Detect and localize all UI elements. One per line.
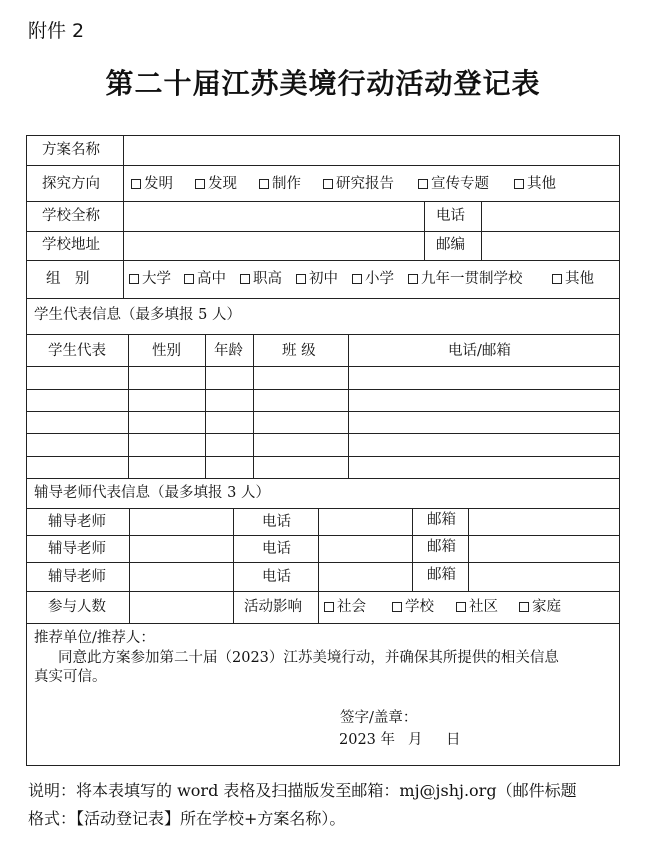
student-row[interactable] <box>27 390 619 411</box>
teacher-phone-label: 电话 <box>262 514 291 530</box>
teacher-name-field[interactable] <box>130 509 233 535</box>
student-header-gender: 性别 <box>152 343 181 359</box>
date-month: 月 <box>408 732 423 748</box>
option-label: 初中 <box>309 271 338 287</box>
option-label: 家庭 <box>532 599 561 615</box>
students-section-title: 学生代表信息（最多填报 5 人） <box>34 307 241 323</box>
date-day: 日 <box>446 732 461 748</box>
student-header-class: 班 级 <box>282 343 316 359</box>
checkbox-icon <box>514 179 524 189</box>
footer-note-line2: 格式：【活动登记表】所在学校+方案名称）。 <box>28 809 346 828</box>
option-label: 制作 <box>272 176 301 192</box>
student-row[interactable] <box>27 434 619 456</box>
table-border-bottom <box>26 765 620 766</box>
postcode-label: 邮编 <box>436 237 465 253</box>
checkbox-icon <box>519 602 529 612</box>
impact-option-society[interactable] <box>324 600 366 615</box>
checkbox-icon <box>324 602 334 612</box>
student-header-name: 学生代表 <box>48 343 106 359</box>
footer-note-line1: 说明：将本表填写的 word 表格及扫描版发至邮箱：mj@jshj.org（邮件标题 <box>28 781 577 800</box>
group-label: 组 别 <box>46 271 90 287</box>
col-line <box>412 508 413 591</box>
col-line <box>424 201 425 260</box>
row-line <box>26 260 620 261</box>
checkbox-icon <box>408 274 418 284</box>
group-option-nine-year[interactable] <box>408 272 523 287</box>
checkbox-icon <box>392 602 402 612</box>
option-label: 其他 <box>565 271 594 287</box>
school-phone-field[interactable] <box>482 202 619 231</box>
teacher-phone-field[interactable] <box>319 509 412 535</box>
group-option-university[interactable] <box>129 272 171 287</box>
teacher-label: 辅导老师 <box>48 541 106 557</box>
direction-option-making[interactable] <box>259 177 301 192</box>
group-option-junior-high[interactable] <box>296 272 338 287</box>
teacher-email-label: 邮箱 <box>427 567 456 583</box>
row-line <box>26 591 620 592</box>
option-label: 宣传专题 <box>431 176 489 192</box>
teacher-email-field[interactable] <box>469 509 619 535</box>
option-label: 小学 <box>365 271 394 287</box>
school-name-label: 学校全称 <box>42 208 100 224</box>
teacher-phone-label: 电话 <box>262 541 291 557</box>
student-row[interactable] <box>27 412 619 433</box>
group-option-other[interactable] <box>552 272 594 287</box>
row-line <box>26 334 620 335</box>
table-border-right <box>619 135 620 766</box>
impact-label: 活动影响 <box>244 599 302 615</box>
option-label: 九年一贯制学校 <box>421 271 523 287</box>
checkbox-icon <box>259 179 269 189</box>
signature-label: 签字/盖章： <box>340 710 418 726</box>
teachers-section-title: 辅导老师代表信息（最多填报 3 人） <box>34 485 270 501</box>
direction-option-discovery[interactable] <box>195 177 237 192</box>
student-header-contact: 电话/邮箱 <box>448 343 511 359</box>
checkbox-icon <box>552 274 562 284</box>
recommend-label: 推荐单位/推荐人： <box>34 630 155 646</box>
teacher-email-label: 邮箱 <box>427 512 456 528</box>
option-label: 职高 <box>253 271 282 287</box>
teacher-email-label: 邮箱 <box>427 539 456 555</box>
checkbox-icon <box>240 274 250 284</box>
row-line <box>26 298 620 299</box>
checkbox-icon <box>352 274 362 284</box>
direction-option-research-report[interactable] <box>323 177 394 192</box>
participants-label: 参与人数 <box>48 599 106 615</box>
checkbox-icon <box>129 274 139 284</box>
school-address-label: 学校地址 <box>42 237 100 253</box>
row-line <box>26 623 620 624</box>
option-label: 大学 <box>142 271 171 287</box>
student-row[interactable] <box>27 367 619 389</box>
checkbox-icon <box>184 274 194 284</box>
teacher-label: 辅导老师 <box>48 514 106 530</box>
option-label: 社会 <box>337 599 366 615</box>
row-line <box>26 165 620 166</box>
option-label: 研究报告 <box>336 176 394 192</box>
plan-name-field[interactable] <box>124 136 619 165</box>
group-option-vocational[interactable] <box>240 272 282 287</box>
impact-option-community[interactable] <box>456 600 498 615</box>
teacher-phone-label: 电话 <box>262 569 291 585</box>
form-title: 第二十届江苏美境行动活动登记表 <box>105 67 541 100</box>
impact-option-family[interactable] <box>519 600 561 615</box>
school-name-field[interactable] <box>124 202 424 231</box>
impact-option-school[interactable] <box>392 600 434 615</box>
option-label: 学校 <box>405 599 434 615</box>
direction-label: 探究方向 <box>42 176 100 192</box>
row-line <box>26 478 620 479</box>
recommend-text-line2: 真实可信。 <box>34 669 107 685</box>
direction-option-invention[interactable] <box>131 177 173 192</box>
option-label: 社区 <box>469 599 498 615</box>
student-header-age: 年龄 <box>214 343 243 359</box>
row-line <box>26 562 620 563</box>
option-label: 其他 <box>527 176 556 192</box>
postcode-field[interactable] <box>482 232 619 260</box>
direction-option-other[interactable] <box>514 177 556 192</box>
direction-option-promotion[interactable] <box>418 177 489 192</box>
teacher-label: 辅导老师 <box>48 569 106 585</box>
checkbox-icon <box>131 179 141 189</box>
checkbox-icon <box>195 179 205 189</box>
col-line <box>233 508 234 623</box>
attachment-label: 附件 2 <box>28 20 85 42</box>
checkbox-icon <box>323 179 333 189</box>
checkbox-icon <box>418 179 428 189</box>
checkbox-icon <box>456 602 466 612</box>
checkbox-icon <box>296 274 306 284</box>
student-row[interactable] <box>27 457 619 478</box>
option-label: 高中 <box>197 271 226 287</box>
option-label: 发明 <box>144 176 173 192</box>
option-label: 发现 <box>208 176 237 192</box>
group-option-primary[interactable] <box>352 272 394 287</box>
row-line <box>26 535 620 536</box>
recommend-text-line1: 同意此方案参加第二十届（2023）江苏美境行动，并确保其所提供的相关信息 <box>58 650 559 666</box>
participants-field[interactable] <box>130 592 233 623</box>
plan-name-label: 方案名称 <box>42 142 100 158</box>
school-address-field[interactable] <box>124 232 424 260</box>
date-year: 2023 年 <box>339 732 396 748</box>
school-phone-label: 电话 <box>436 208 465 224</box>
group-option-high-school[interactable] <box>184 272 226 287</box>
